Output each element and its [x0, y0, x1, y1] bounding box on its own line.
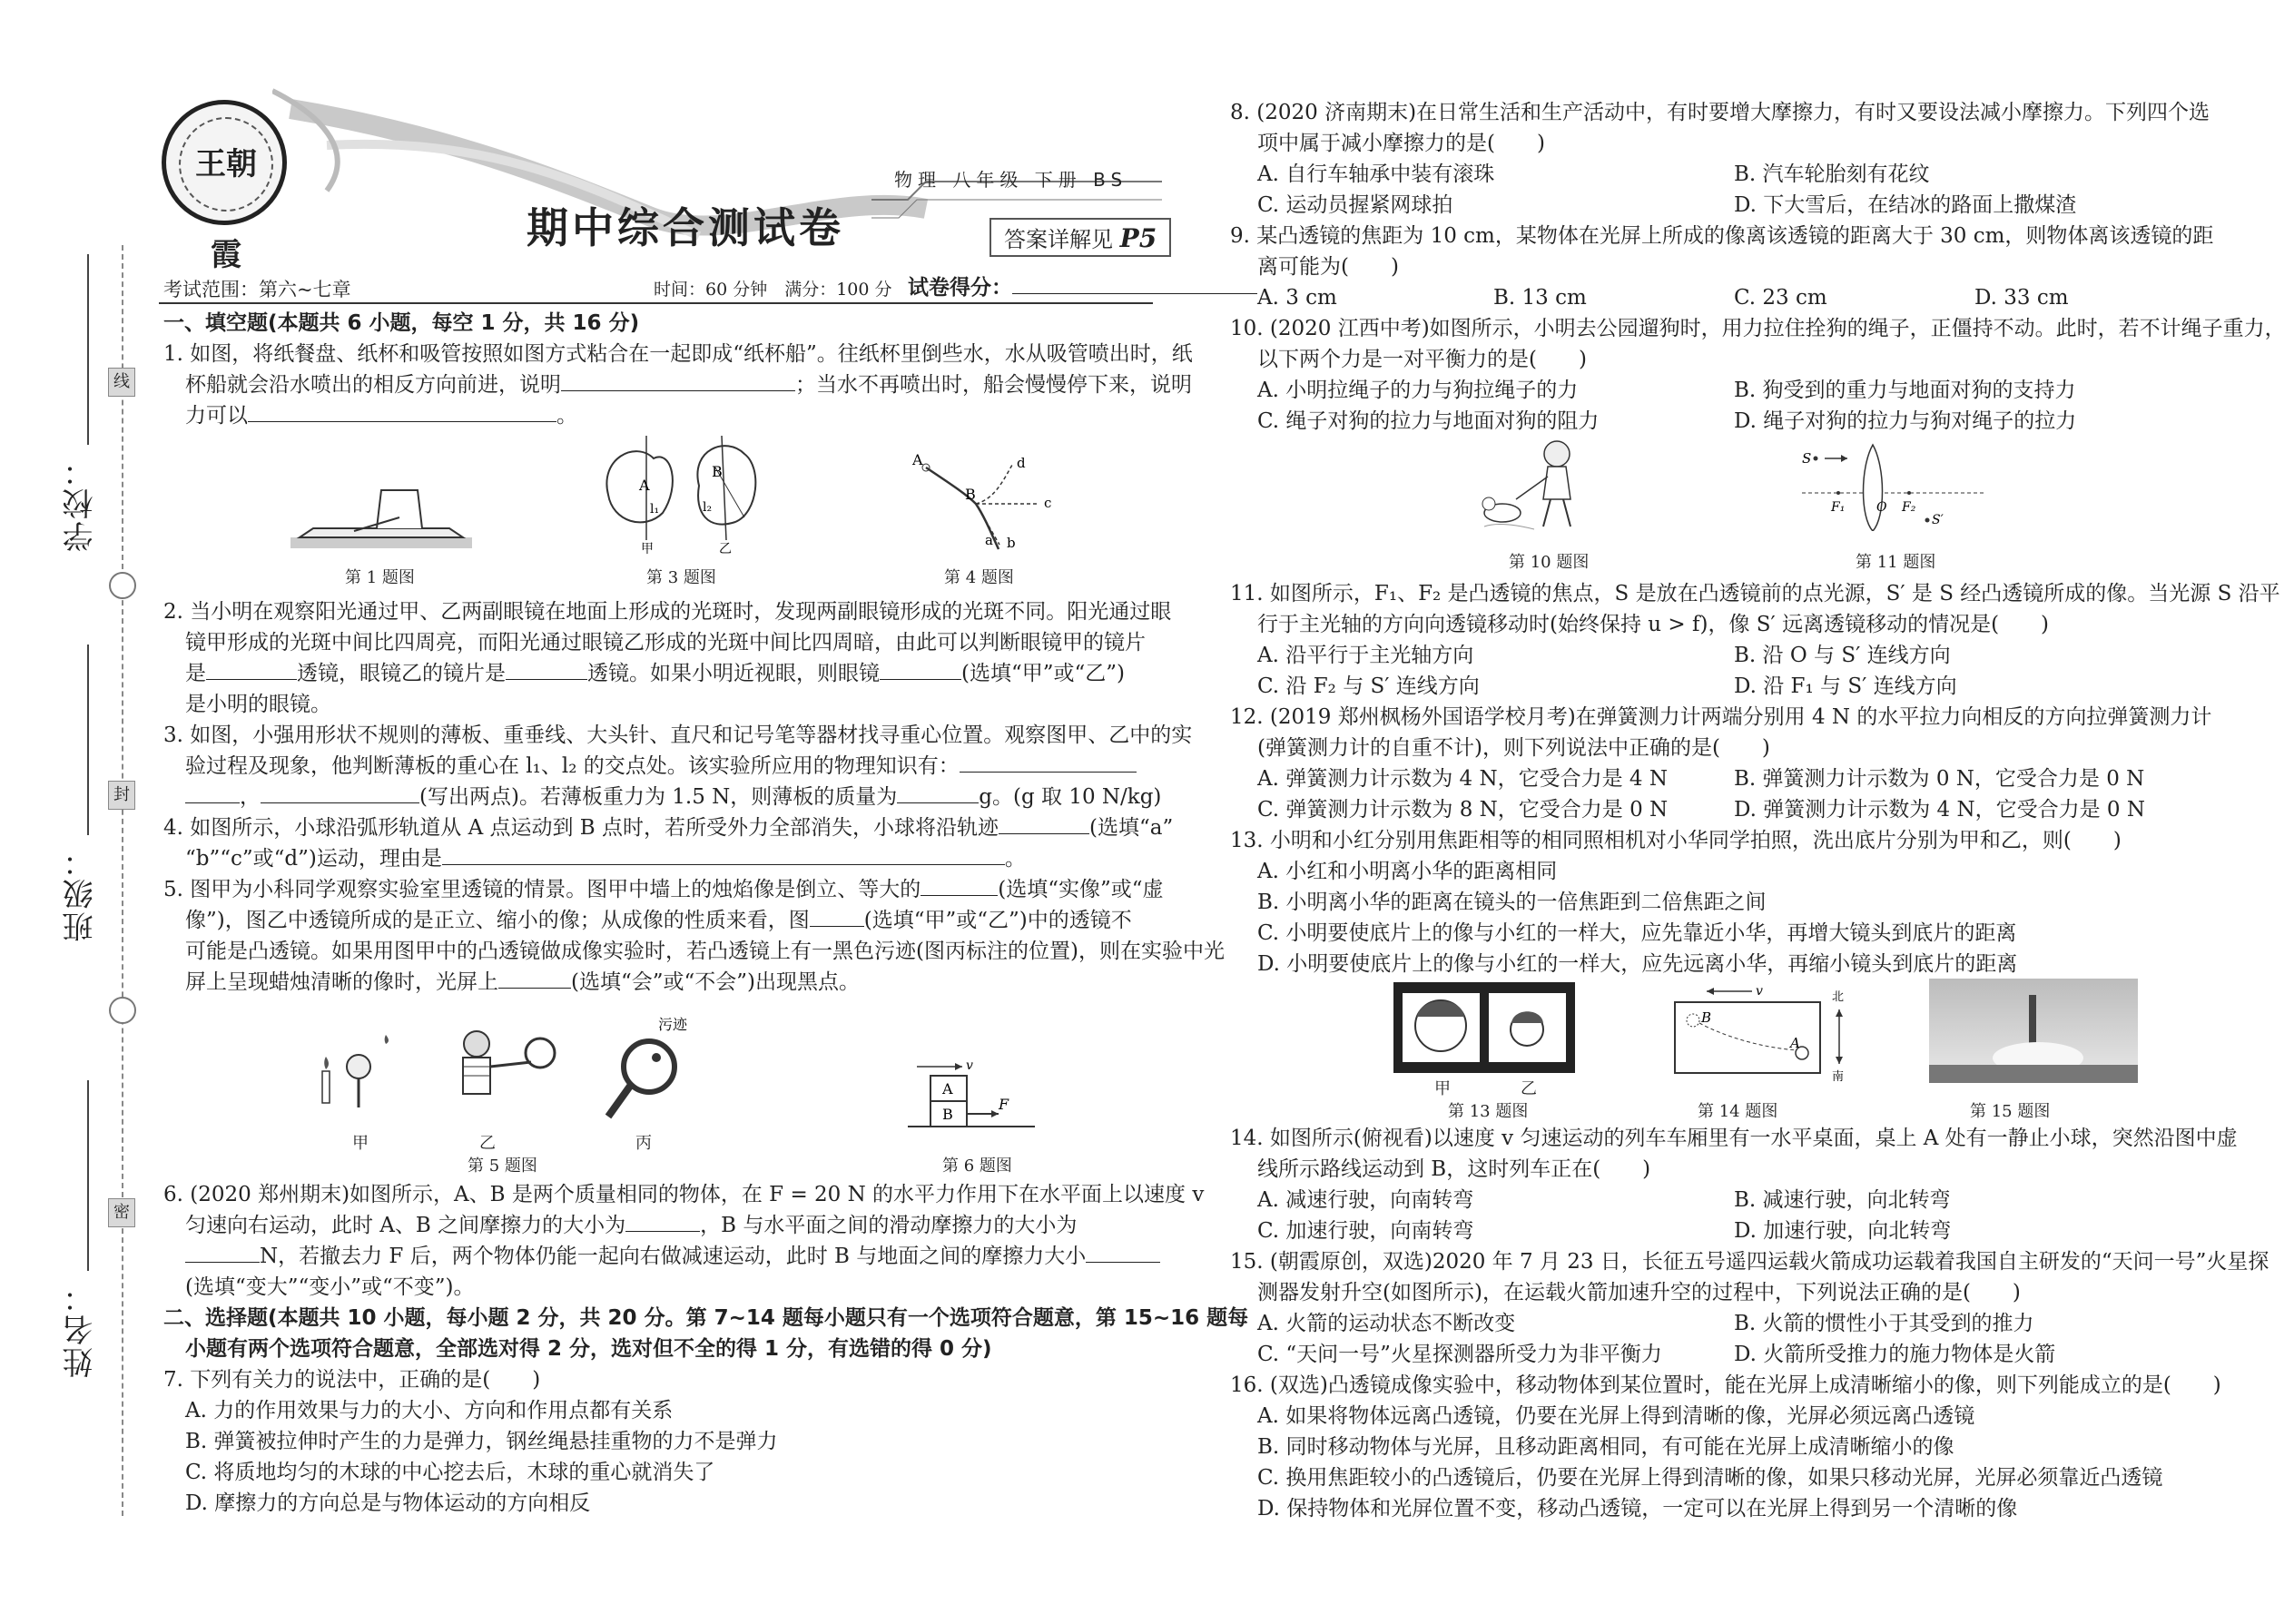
fig6-label-A: A: [942, 1080, 953, 1097]
q9-line1: 9. 某凸透镜的焦距为 10 cm，某物体在光屏上所成的像离该透镜的距离大于 30 cm，则物体离该透镜的距: [1230, 224, 2214, 248]
binding-hole-icon: [109, 572, 136, 599]
q1-line2: 杯船就会沿水喷出的相反方向前进，说明 ；当水不再喷出时，船会慢慢停下来，说明: [185, 373, 1192, 397]
q10-option-d: D. 绳子对狗的拉力与狗对绳子的拉力: [1734, 409, 2077, 433]
name-label: 姓名：: [63, 1280, 99, 1378]
q8-line2: 项中属于减小摩擦力的是( ): [1257, 132, 1545, 155]
binding-hole-icon: [109, 997, 136, 1024]
q2-line1: 2. 当小明在观察阳光通过甲、乙两副眼镜在地面上形成的光斑时，发现两副眼镜形成的光斑不同。阳光通过眼: [163, 600, 1172, 624]
q10-line2: 以下两个力是一对平衡力的是( ): [1257, 348, 1587, 371]
q7-stem: 7. 下列有关力的说法中，正确的是( ): [163, 1368, 541, 1392]
class-fill-line: [87, 645, 89, 835]
fig3-irregular-plates: [599, 431, 763, 558]
fig13-film-negatives: [1393, 982, 1575, 1073]
q12-option-a: A. 弹簧测力计示数为 4 N，它受合力是 4 N: [1257, 767, 1668, 791]
fig11-label-O: O: [1876, 500, 1887, 515]
fig3-label-B: B: [712, 463, 723, 480]
q14-line2: 线所示路线运动到 B，这时列车正在( ): [1257, 1157, 1651, 1181]
fig11-label-F1: F₁: [1831, 500, 1846, 515]
q9-line2: 离可能为( ): [1257, 255, 1399, 279]
seal-char-feng: 封: [108, 781, 135, 810]
q6-line1: 6. (2020 郑州期末)如图所示，A、B 是两个质量相同的物体，在 F = 20 N 的水平力作用下在水平面上以速度 v: [163, 1183, 1205, 1206]
answer-reference: 答案详解见 P5: [989, 218, 1171, 257]
fig3-label-yi: 乙: [719, 542, 732, 556]
q13-option-c: C. 小明要使底片上的像与小红的一样大，应先靠近小华，再增大镜头到底片的距离: [1257, 921, 2017, 945]
fig6-label-B: B: [942, 1106, 953, 1123]
q16-stem: 16. (双选)凸透镜成像实验中，移动物体到某位置时，能在光屏上成清晰缩小的像，则下列能成立的是( ): [1230, 1373, 2221, 1397]
q15-line2: 测器发射升空(如图所示)，在运载火箭加速升空的过程中，下列说法正确的是( ): [1257, 1281, 2021, 1304]
q2-line3: 是 透镜，眼镜乙的镜片是 透镜。如果小明近视眼，则眼镜 (选填“甲”或“乙”): [185, 662, 1125, 685]
q7-option-b: B. 弹簧被拉伸时产生的力是弹力，钢丝绳悬挂重物的力不是弹力: [185, 1430, 778, 1453]
q12-option-d: D. 弹簧测力计示数为 4 N，它受合力是 0 N: [1734, 798, 2146, 822]
fig6-stacked-blocks: [908, 1053, 1035, 1153]
q12-option-c: C. 弹簧测力计示数为 8 N，它受合力是 0 N: [1257, 798, 1669, 822]
q5-line2: 像”)，图乙中透镜所成的是正立、缩小的像；从成像的性质来看，图 (选填“甲”或“乙”)中的透镜不: [185, 909, 1132, 932]
q12-line1: 12. (2019 郑州枫杨外国语学校月考)在弹簧测力计两端分别用 4 N 的水平拉力向相反的方向拉弹簧测力计: [1230, 705, 2212, 729]
q2-line4: 是小明的眼镜。: [185, 693, 331, 716]
binding-dashed-line: [122, 245, 123, 1516]
fig3-label-l1: l₁: [650, 502, 660, 517]
q14-line1: 14. 如图所示(俯视看)以速度 v 匀速运动的列车车厢里有一水平桌面，桌上 A 处有一静止小球，突然沿图中虚: [1230, 1127, 2238, 1150]
q11-option-d: D. 沿 F₁ 与 S′ 连线方向: [1734, 674, 1957, 698]
q1-line1: 1. 如图，将纸餐盘、纸杯和吸管按照如图方式粘合在一起即成“纸杯船”。往纸杯里倒些水，水从吸管喷出时，纸: [163, 342, 1193, 366]
q15-line1: 15. (朝霞原创，双选)2020 年 7 月 23 日，长征五号遥四运载火箭成功运载着我国自主研发的“天问一号”火星探: [1230, 1250, 2269, 1274]
fig14-train-table: [1670, 982, 1852, 1082]
fig6-caption: 第 6 题图: [942, 1156, 1012, 1176]
fig4-label-b: b: [1007, 535, 1016, 551]
q8-option-b: B. 汽车轮胎刻有花纹: [1734, 162, 1930, 186]
q6-line2: 匀速向右运动，此时 A、B 之间摩擦力的大小为 ，B 与水平面之间的滑动摩擦力的大小为: [185, 1214, 1078, 1237]
fig4-label-B: B: [965, 486, 976, 503]
fig1-paper-cup-boat: [290, 481, 472, 554]
fig4-label-A: A: [912, 454, 923, 468]
fig4-caption: 第 4 题图: [944, 568, 1014, 587]
fig11-label-S-prime: S′: [1932, 513, 1944, 527]
q14-option-b: B. 减速行驶，向北转弯: [1734, 1188, 1951, 1212]
fig11-label-S: S: [1802, 450, 1812, 467]
fig5-label-jia: 甲: [352, 1134, 369, 1153]
fig15-caption: 第 15 题图: [1970, 1102, 2051, 1121]
q3-line2: 验过程及现象，他判断薄板的重心在 l₁、l₂ 的交点处。该实验所应用的物理知识有：: [185, 753, 1137, 779]
logo-text: 王朝霞: [179, 117, 273, 212]
time-score: 时间：60 分钟 满分：100 分: [654, 280, 892, 300]
q11-option-b: B. 沿 O 与 S′ 连线方向: [1734, 644, 1951, 667]
school-fill-line: [87, 254, 89, 445]
fig13-caption: 第 13 题图: [1448, 1102, 1529, 1121]
q13-option-b: B. 小明离小华的距离在镜头的一倍焦距到二倍焦距之间: [1257, 891, 1767, 914]
q4-line1: 4. 如图所示，小球沿弧形轨道从 A 点运动到 B 点时，若所受外力全部消失，小球将沿轨迹 (选填“a”: [163, 816, 1174, 840]
q11-line1: 11. 如图所示，F₁、F₂ 是凸透镜的焦点，S 是放在凸透镜前的点光源，S′ 是 S 经凸透镜所成的像。当光源 S 沿平: [1230, 582, 2280, 605]
fig5-lens-scenes: [313, 1017, 694, 1126]
fig5-label-yi: 乙: [479, 1134, 496, 1153]
q7-option-d: D. 摩擦力的方向总是与物体运动的方向相反: [185, 1491, 591, 1515]
q11-option-c: C. 沿 F₂ 与 S′ 连线方向: [1257, 674, 1480, 698]
fig13-label-yi: 乙: [1521, 1079, 1537, 1098]
q1-line3: 力可以 。: [185, 404, 577, 428]
q16-option-b: B. 同时移动物体与光屏，且移动距离相同，有可能在光屏上成清晰缩小的像: [1257, 1435, 1954, 1459]
q16-option-c: C. 换用焦距较小的凸透镜后，仍要在光屏上得到清晰的像，如果只移动光屏，光屏必须靠近凸透镜: [1257, 1466, 2163, 1490]
q10-option-b: B. 狗受到的重力与地面对狗的支持力: [1734, 379, 2076, 402]
fig14-label-B: B: [1701, 1009, 1712, 1026]
fig11-caption: 第 11 题图: [1856, 553, 1936, 572]
fig6-label-F: F: [999, 1096, 1009, 1113]
q13-option-d: D. 小明要使底片上的像与小红的一样大，应先远离小华，再缩小镜头到底片的距离: [1257, 952, 2018, 976]
q15-option-c: C. “天问一号”火星探测器所受力为非平衡力: [1257, 1343, 1662, 1366]
q14-option-d: D. 加速行驶，向北转弯: [1734, 1219, 1952, 1243]
class-label: 班级：: [63, 844, 99, 942]
fig1-caption: 第 1 题图: [345, 568, 415, 587]
q5-line3: 可能是凸透镜。如果用图甲中的凸透镜做成像实验时，若凸透镜上有一黑色污迹(图丙标注的位置)，则在实验中光: [185, 940, 1225, 963]
q8-line1: 8. (2020 济南期末)在日常生活和生产活动中，有时要增大摩擦力，有时又要设法减小摩擦力。下列四个选: [1230, 101, 2210, 124]
q16-option-a: A. 如果将物体远离凸透镜，仍要在光屏上得到清晰的像，光屏必须远离凸透镜: [1257, 1404, 1975, 1428]
fig6-label-v: v: [966, 1058, 973, 1073]
fig5-stain-label: 污迹: [658, 1017, 688, 1033]
q13-option-a: A. 小红和小明离小华的距离相同: [1257, 860, 1558, 883]
fig14-label-north: 北: [1832, 990, 1845, 1004]
section-1-heading: 一、填空题(本题共 6 小题，每空 1 分，共 16 分): [163, 311, 640, 335]
fig4-label-d: d: [1017, 455, 1026, 471]
q15-option-a: A. 火箭的运动状态不断改变: [1257, 1312, 1516, 1335]
q2-line2: 镜甲形成的光斑中间比四周亮，而阳光通过眼镜乙形成的光斑中间比四周暗，由此可以判断眼镜甲的镜片: [185, 631, 1146, 655]
fig11-label-F2: F₂: [1902, 500, 1916, 515]
q10-option-a: A. 小明拉绳子的力与狗拉绳子的力: [1257, 379, 1579, 402]
fig4-label-c: c: [1044, 495, 1052, 511]
section-2-heading-line1: 二、选择题(本题共 10 小题，每小题 2 分，共 20 分。第 7~14 题每小题只有一个选项符合题意，第 15~16 题每: [163, 1306, 1249, 1330]
q12-line2: (弹簧测力计的自重不计)，则下列说法中正确的是( ): [1257, 736, 1770, 760]
publisher-logo: [162, 100, 287, 273]
q14-option-a: A. 减速行驶，向南转弯: [1257, 1188, 1474, 1212]
fig15-rocket-photo: [1929, 979, 2138, 1083]
q15-option-b: B. 火箭的惯性小于其受到的推力: [1734, 1312, 2034, 1335]
q10-option-c: C. 绳子对狗的拉力与地面对狗的阻力: [1257, 409, 1600, 433]
q14-option-c: C. 加速行驶，向南转弯: [1257, 1219, 1474, 1243]
q5-line4: 屏上呈现蜡烛清晰的像时，光屏上 (选填“会”或“不会”)出现黑点。: [185, 970, 860, 994]
q9-option-c: C. 23 cm: [1734, 286, 1827, 310]
subject-line: 物理 八年级 下册 BS: [894, 169, 1128, 191]
fig3-caption: 第 3 题图: [646, 568, 716, 587]
fig14-label-A: A: [1790, 1035, 1800, 1051]
school-label: 学校：: [63, 454, 99, 552]
name-fill-line: [87, 1080, 89, 1271]
q3-line3: ， (写出两点)。若薄板重力为 1.5 N，则薄板的质量为 g。(g 取 10 N/kg): [185, 784, 1161, 810]
fig4-arc-track: [912, 454, 1076, 554]
score-label: 试卷得分：: [908, 275, 1257, 300]
fig4-label-a: a: [985, 532, 993, 548]
q11-option-a: A. 沿平行于主光轴方向: [1257, 644, 1474, 667]
q15-option-d: D. 火箭所受推力的施力物体是火箭: [1734, 1343, 2056, 1366]
q16-option-d: D. 保持物体和光屏位置不变，移动凸透镜，一定可以在光屏上得到另一个清晰的像: [1257, 1497, 2018, 1521]
q6-line3: N，若撤去力 F 后，两个物体仍能一起向右做减速运动，此时 B 与地面之间的摩擦力大小: [185, 1244, 1160, 1269]
exam-scope: 考试范围：第六~七章: [163, 279, 351, 300]
q7-option-a: A. 力的作用效果与力的大小、方向和作用点都有关系: [185, 1399, 674, 1422]
q8-option-d: D. 下大雪后，在结冰的路面上撒煤渣: [1734, 193, 2077, 217]
fig5-label-bing: 丙: [635, 1134, 652, 1153]
q9-option-d: D. 33 cm: [1974, 286, 2069, 310]
fig10-boy-walking-dog: [1480, 436, 1607, 536]
q4-line2: “b”“c”或“d”)运动，理由是 。: [185, 847, 1026, 871]
q8-option-a: A. 自行车轴承中装有滚珠: [1257, 162, 1495, 186]
fig14-label-v: v: [1756, 984, 1763, 999]
q9-option-a: A. 3 cm: [1257, 286, 1337, 310]
fig10-caption: 第 10 题图: [1509, 553, 1590, 572]
q11-line2: 行于主光轴的方向向透镜移动时(始终保持 u > f)，像 S′ 远离透镜移动的情况是( ): [1257, 613, 2050, 636]
fig14-label-south: 南: [1832, 1070, 1845, 1082]
q10-line1: 10. (2020 江西中考)如图所示，小明去公园遛狗时，用力拉住拴狗的绳子，正僵持不动。此时，若不计绳子重力，: [1230, 317, 2286, 340]
fig13-label-jia: 甲: [1434, 1079, 1451, 1098]
fig3-label-A: A: [639, 477, 650, 494]
fig14-caption: 第 14 题图: [1698, 1102, 1778, 1121]
fig3-label-l2: l₂: [703, 500, 713, 515]
fig3-label-jia: 甲: [641, 542, 654, 556]
q13-stem: 13. 小明和小红分别用焦距相等的相同照相机对小华同学拍照，洗出底片分别为甲和乙，则( ): [1230, 829, 2122, 852]
q6-line4: (选填“变大”“变小”或“不变”)。: [185, 1275, 475, 1299]
q7-option-c: C. 将质地均匀的木球的中心挖去后，木球的重心就消失了: [185, 1461, 715, 1484]
seal-char-mi: 密: [108, 1198, 135, 1227]
q12-option-b: B. 弹簧测力计示数为 0 N，它受合力是 0 N: [1734, 767, 2145, 791]
q3-line1: 3. 如图，小强用形状不规则的薄板、重垂线、大头针、直尺和记号笔等器材找寻重心位置。观察图甲、乙中的实: [163, 723, 1193, 747]
seal-char-xian: 线: [108, 368, 135, 397]
fig5-caption: 第 5 题图: [468, 1156, 537, 1176]
section-2-heading-line2: 小题有两个选项符合题意，全部选对得 2 分，选对但不全的得 1 分，有选错的得 0 分): [185, 1337, 992, 1361]
header-rule: [159, 302, 1153, 304]
page-title: 期中综合测试卷: [527, 203, 844, 252]
q9-option-b: B. 13 cm: [1493, 286, 1587, 310]
fig11-convex-lens: [1802, 440, 1984, 531]
q8-option-c: C. 运动员握紧网球拍: [1257, 193, 1453, 217]
q5-line1: 5. 图甲为小科同学观察实验室里透镜的情景。图甲中墙上的烛焰像是倒立、等大的 (选填“实像”或“虚: [163, 878, 1164, 901]
